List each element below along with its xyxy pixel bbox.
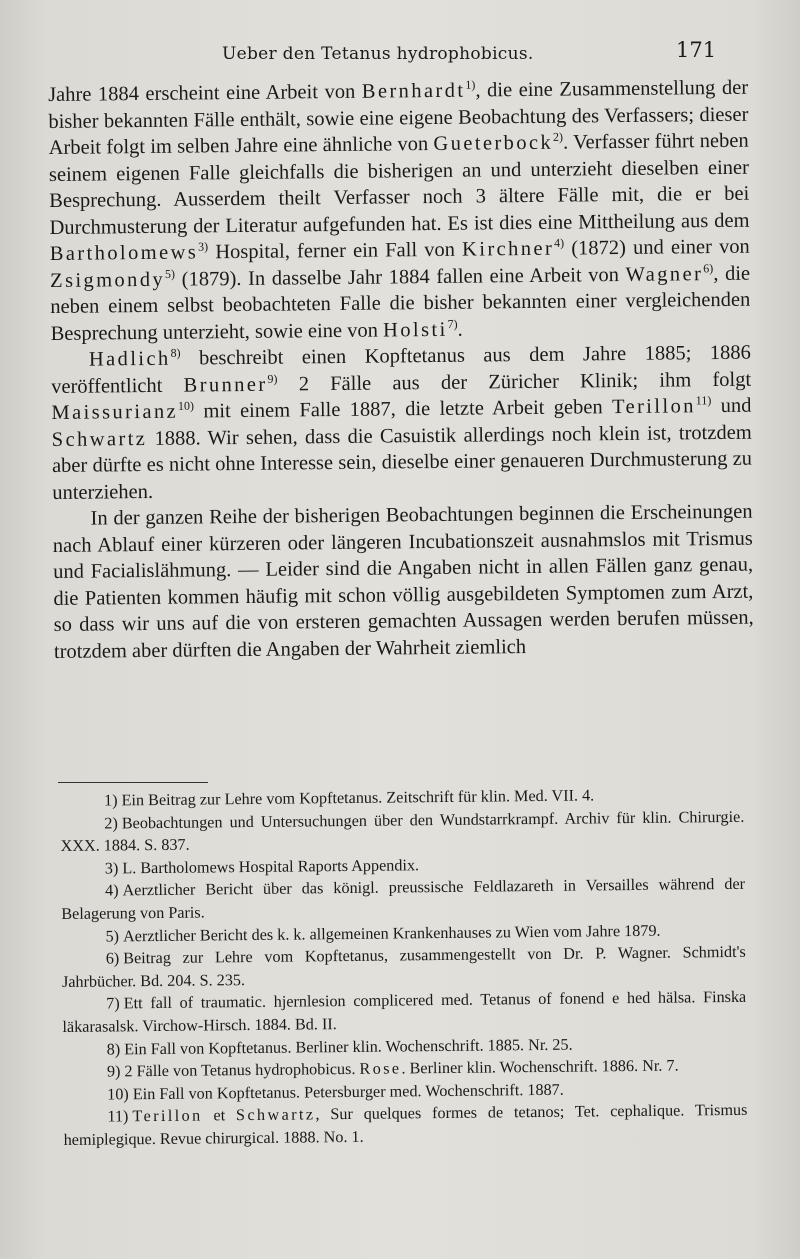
footnote-reference: 7) bbox=[447, 316, 458, 331]
cited-author-name: Bartholomews bbox=[49, 241, 199, 265]
cited-author-name: Brunner bbox=[183, 373, 268, 397]
text-run: Beitrag zur Lehre vom Kopftetanus, zusammengestellt von Dr. P. Wagner. Schmidt's Jahrbücher. Bd. 204. S. 235. bbox=[61, 942, 746, 991]
footnote-reference: 2) bbox=[552, 129, 564, 144]
text-run: beschreibt einen Kopftetanus aus dem Jahre 1885; 1886 veröffentlicht bbox=[51, 341, 751, 398]
footnote-number: 4) bbox=[104, 881, 119, 900]
cited-author-name: Kirchner bbox=[461, 237, 555, 261]
cited-author-name: Zsigmondy bbox=[49, 268, 166, 292]
footnote bbox=[62, 941, 746, 993]
cited-author-name: Hadlich bbox=[88, 347, 171, 371]
footnote-reference: 6) bbox=[703, 260, 714, 275]
cited-author-name: Schwartz bbox=[51, 427, 148, 451]
body-text bbox=[48, 75, 754, 665]
text-run: Jahre 1884 erscheint eine Arbeit von bbox=[48, 80, 362, 106]
body-paragraph bbox=[51, 340, 753, 506]
cited-author-name: Holsti bbox=[382, 318, 448, 342]
text-run: Hospital, ferner ein Fall von bbox=[208, 238, 463, 264]
text-run: , Sur quelques formes de tetanos; Tet. cephalique. Trismus hemiplegique. Revue chirurgical. 1888. No. 1. bbox=[63, 1101, 748, 1149]
footnote-number: 3) bbox=[104, 859, 119, 878]
footnote-number: 6) bbox=[105, 949, 120, 968]
footnote-reference: 1) bbox=[465, 77, 476, 92]
footnote-number: 10) bbox=[107, 1085, 129, 1104]
text-run: Ein Beitrag zur Lehre vom Kopftetanus. Zeitschrift für klin. Med. VII. 4. bbox=[121, 786, 595, 810]
text-run: und bbox=[711, 394, 752, 418]
cited-author-name: Maissurianz bbox=[51, 400, 179, 424]
text-run: . bbox=[457, 318, 463, 341]
text-run: 1888. Wir sehen, dass die Casuistik allerdings noch klein ist, trotzdem aber dürfte es nicht ohne Interesse sein, dieselbe einer genaueren Durchmusterung zu unterziehen. bbox=[51, 421, 753, 504]
footnote-number: 8) bbox=[106, 1039, 121, 1059]
footnote-reference: 9) bbox=[267, 371, 278, 386]
text-run: . Verfasser führt neben seinem eigenen Falle gleichfalls die bisherigen an und unterzieht dieselben einer Besprechung. Ausserdem theilt Verfasser noch 3 ältere Fälle mit, die er bei Durchmusterung der Literatur aufgefunden hat. Es ist dies eine Mittheilung aus dem bbox=[48, 129, 750, 239]
text-run: mit einem Falle 1887, die letzte Arbeit geben bbox=[193, 396, 613, 423]
footnote-number: 1) bbox=[104, 791, 118, 810]
footnote-reference: 4) bbox=[554, 235, 565, 250]
footnote bbox=[63, 1099, 747, 1151]
page-number: 171 bbox=[676, 38, 717, 62]
footnote-number: 5) bbox=[105, 926, 120, 946]
text-run: Beobachtungen und Untersuchungen über den Wundstarrkrampf. Archiv für klin. Chirurgie. XXX. 1884. S. 837. bbox=[60, 807, 745, 856]
text-run: et bbox=[202, 1106, 237, 1125]
body-paragraph bbox=[52, 499, 754, 665]
running-head bbox=[0, 38, 800, 68]
footnote-reference: 11) bbox=[695, 393, 712, 408]
footnote-number: 9) bbox=[106, 1062, 121, 1081]
footnote-reference: 8) bbox=[170, 345, 181, 360]
text-run: Aerztlicher Bericht über das königl. preussische Feldlazareth in Versailles während der Belagerung von Paris. bbox=[61, 875, 746, 923]
cited-author-name: Schwartz bbox=[235, 1105, 316, 1125]
footnote-number: 2) bbox=[104, 813, 118, 833]
text-run: . Berliner klin. Wochenschrift. 1886. Nr. 7. bbox=[401, 1056, 679, 1078]
cited-author-name: Terillon bbox=[611, 395, 696, 419]
footnote-number: 11) bbox=[107, 1107, 129, 1126]
footnote bbox=[62, 986, 746, 1038]
body-paragraph bbox=[48, 75, 751, 347]
footnote-separator bbox=[58, 782, 208, 783]
footnote-reference: 3) bbox=[198, 239, 209, 254]
cited-author-name: Wagner bbox=[625, 262, 704, 286]
text-run: (1879). In dasselbe Jahr 1884 fallen eine Arbeit von bbox=[174, 263, 626, 291]
footnote-number: 7) bbox=[106, 994, 120, 1013]
footnote bbox=[61, 873, 745, 925]
text-run: Ett fall of traumatic. hjernlesion complicered med. Tetanus of fonend e hed hälsa. Finska läkarasalsk. Virchow-Hirsch. 1884. Bd. II. bbox=[62, 988, 747, 1036]
footnote-reference: 5) bbox=[164, 266, 176, 281]
footnotes bbox=[60, 783, 748, 1152]
text-run: In der ganzen Reihe der bisherigen Beobachtungen beginnen die Erscheinungen nach Ablauf einer kürzeren oder längeren Incubationszeit ausnahmslos mit Trismus und Facialislähmung. — Leider sind die Angaben nicht in allen Fällen ganz genau, die Patienten kommen häufig mit schon völlig ausgebildeten Symptomen zum Arzt, so dass wir uns auf die von ersteren gemachten Aussagen werden berufen müssen, trotzdem aber dürften die Angaben der Wahrheit ziemlich bbox=[52, 500, 754, 663]
text-run: Ein Fall von Kopftetanus. Petersburger med. Wochenschrift. 1887. bbox=[132, 1080, 564, 1103]
cited-author-name: Rose bbox=[359, 1059, 402, 1079]
text-run: Ein Fall von Kopftetanus. Berliner klin. Wochenschrift. 1885. Nr. 25. bbox=[124, 1035, 573, 1058]
cited-author-name: Terillon bbox=[132, 1106, 203, 1126]
running-title: Ueber den Tetanus hydrophobicus. bbox=[222, 44, 534, 64]
text-run: Aerztlicher Bericht des k. k. allgemeinen Krankenhauses zu Wien vom Jahre 1879. bbox=[122, 921, 661, 945]
footnote bbox=[60, 805, 744, 857]
text-run: 2 Fälle aus der Züricher Klinik; ihm folgt bbox=[277, 368, 752, 396]
text-run: , die eine Zusammenstellung der bisher bekannten Fälle enthält, sowie eine eigene Beobachtung des Verfassers; dieser Arbeit folgt im selben Jahre eine ähnliche von bbox=[48, 76, 749, 159]
cited-author-name: Bernhardt bbox=[361, 79, 466, 103]
text-run: L. Bartholomews Hospital Raports Appendix. bbox=[122, 856, 420, 878]
text-run: (1872) und einer von bbox=[564, 235, 750, 260]
footnote-reference: 10) bbox=[177, 398, 195, 413]
text-run: , die neben einem selbst beobachteten Falle die bisher bekannten einer vergleichenden Besprechung unterzieht, sowie eine von bbox=[50, 262, 751, 345]
text-run: 2 Fälle von Tetanus hydrophobicus. bbox=[124, 1060, 360, 1081]
cited-author-name: Gueterbock bbox=[433, 131, 554, 155]
